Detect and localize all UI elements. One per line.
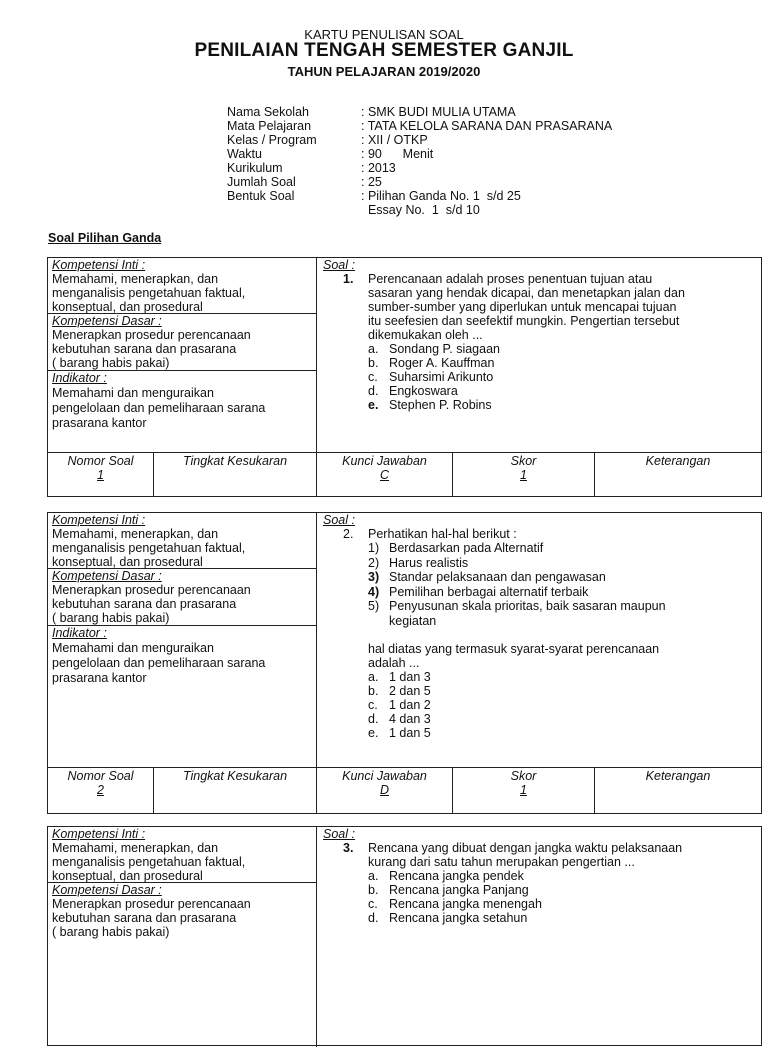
info-label: Bentuk Soal <box>227 189 295 203</box>
answer-option <box>368 712 755 726</box>
answer-option <box>368 684 755 698</box>
option-text: Sondang P. siagaan <box>389 342 500 356</box>
kompetensi-dasar-label: Kompetensi Dasar : <box>52 314 162 328</box>
kompetensi-inti-line: Memahami, menerapkan, dan <box>52 272 219 286</box>
option-letter: c. <box>368 897 378 911</box>
nomor-soal-label: Nomor Soal <box>67 769 134 783</box>
option-text: 2 dan 5 <box>389 684 431 698</box>
option-letter: e. <box>368 726 379 740</box>
indikator <box>48 626 316 686</box>
kompetensi-inti-line: menganalisis pengetahuan faktual, <box>52 541 246 555</box>
answer-key-row <box>48 767 761 813</box>
option-text: Rencana jangka setahun <box>389 911 528 925</box>
info-label: Jumlah Soal <box>227 175 296 189</box>
kompetensi-inti <box>48 258 316 314</box>
skor-cell <box>453 453 595 496</box>
kompetensi-inti <box>48 827 316 883</box>
answer-option <box>368 883 755 897</box>
nomor-soal-value: 1 <box>97 468 104 482</box>
question-column <box>317 513 761 740</box>
kompetensi-dasar-line: kebutuhan sarana dan prasarana <box>52 342 237 356</box>
skor-cell <box>453 768 595 813</box>
skor-label: Skor <box>510 454 537 468</box>
question <box>317 527 761 740</box>
keterangan-cell <box>595 453 761 496</box>
option-letter: c. <box>368 698 378 712</box>
option-letter: b. <box>368 684 379 698</box>
keterangan-cell <box>595 768 761 813</box>
kompetensi-dasar <box>48 883 316 939</box>
soal-label: Soal : <box>323 258 355 272</box>
option-text: Engkoswara <box>389 384 458 398</box>
answer-option <box>368 670 755 684</box>
indikator-label: Indikator : <box>52 626 107 640</box>
kompetensi-inti-line: Memahami, menerapkan, dan <box>52 527 219 541</box>
question-line: Perencanaan adalah proses penentuan tujuan atau <box>368 272 653 286</box>
statement-item <box>368 541 755 556</box>
info-label: Kelas / Program <box>227 133 317 147</box>
nomor-soal-value: 2 <box>97 783 104 797</box>
question <box>317 272 761 412</box>
answer-option <box>368 342 755 356</box>
kunci-jawaban-cell <box>317 453 453 496</box>
statement-number <box>368 614 389 629</box>
info-row <box>227 203 612 217</box>
option-text: 1 dan 5 <box>389 726 431 740</box>
kompetensi-inti-line: konseptual, dan prosedural <box>52 869 203 883</box>
question-line: Perhatikan hal-hal berikut : <box>368 527 517 541</box>
info-row <box>227 175 612 189</box>
answer-option <box>368 370 755 384</box>
info-label: Waktu <box>227 147 262 161</box>
info-row <box>227 119 612 133</box>
kompetensi-inti-label: Kompetensi Inti : <box>52 258 146 272</box>
info-label <box>227 203 361 217</box>
info-value: : 90 Menit <box>361 147 434 161</box>
answer-option <box>368 698 755 712</box>
answer-option <box>368 869 755 883</box>
option-letter: c. <box>368 370 378 384</box>
indikator-line: prasarana kantor <box>52 671 147 685</box>
option-text: 4 dan 3 <box>389 712 431 726</box>
option-letter: d. <box>368 712 379 726</box>
info-row <box>227 161 612 175</box>
statement-text: Berdasarkan pada Alternatif <box>389 541 544 555</box>
question-line: Rencana yang dibuat dengan jangka waktu pelaksanaan <box>368 841 683 855</box>
skor-label: Skor <box>510 769 537 783</box>
kunci-jawaban-cell <box>317 768 453 813</box>
nomor-soal-cell <box>48 453 154 496</box>
question-line: adalah ... <box>368 656 420 670</box>
question-number: 2. <box>343 527 354 541</box>
tingkat-kesukaran-label: Tingkat Kesukaran <box>182 769 288 783</box>
kompetensi-dasar <box>48 314 316 371</box>
option-text: Rencana jangka pendek <box>389 869 524 883</box>
option-text: 1 dan 2 <box>389 698 431 712</box>
option-letter: d. <box>368 911 379 925</box>
info-label: Mata Pelajaran <box>227 119 312 133</box>
kompetensi-inti-label: Kompetensi Inti : <box>52 513 146 527</box>
kompetensi-dasar-line: ( barang habis pakai) <box>52 611 170 625</box>
indikator-line: pengelolaan dan pemeliharaan sarana <box>52 656 266 670</box>
option-text: 1 dan 3 <box>389 670 431 684</box>
answer-option <box>368 726 755 740</box>
question-card-2 <box>47 512 762 814</box>
option-text: Roger A. Kauffman <box>389 356 495 370</box>
indikator-line: Memahami dan menguraikan <box>52 386 214 400</box>
tingkat-kesukaran-cell <box>154 453 317 496</box>
soal-label: Soal : <box>323 827 355 841</box>
question-card-3 <box>47 826 762 1046</box>
kompetensi-dasar-line: Menerapkan prosedur perencanaan <box>52 897 251 911</box>
kompetensi-dasar-label: Kompetensi Dasar : <box>52 883 162 897</box>
indikator <box>48 371 316 431</box>
statement-item <box>368 585 755 600</box>
info-row <box>227 147 612 161</box>
answer-option <box>368 384 755 398</box>
kompetensi-dasar-line: ( barang habis pakai) <box>52 356 170 370</box>
competency-column <box>48 258 317 454</box>
answer-key-row <box>48 452 761 496</box>
info-block <box>227 105 612 217</box>
info-row <box>227 105 612 119</box>
kompetensi-dasar-line: Menerapkan prosedur perencanaan <box>52 583 251 597</box>
school-year: TAHUN PELAJARAN 2019/2020 <box>287 64 481 79</box>
question-column <box>317 258 761 412</box>
option-text: Rencana jangka Panjang <box>389 883 529 897</box>
statement-item <box>368 614 755 629</box>
info-row <box>227 189 612 203</box>
skor-value: 1 <box>520 468 527 482</box>
option-text: Stephen P. Robins <box>389 398 492 412</box>
kunci-jawaban-value: D <box>379 783 390 797</box>
exam-title: PENILAIAN TENGAH SEMESTER GANJIL <box>194 40 574 61</box>
kompetensi-dasar-line: kebutuhan sarana dan prasarana <box>52 597 237 611</box>
kunci-jawaban-label: Kunci Jawaban <box>342 454 427 468</box>
answer-option <box>368 911 755 925</box>
statement-text: Pemilihan berbagai alternatif terbaik <box>389 584 589 599</box>
competency-column <box>48 513 317 769</box>
info-value: : XII / OTKP <box>361 133 428 147</box>
kunci-jawaban-label: Kunci Jawaban <box>342 769 427 783</box>
kompetensi-inti-line: Memahami, menerapkan, dan <box>52 841 219 855</box>
info-value: Essay No. 1 s/d 10 <box>361 203 480 217</box>
indikator-line: prasarana kantor <box>52 416 147 430</box>
question-card-1 <box>47 257 762 497</box>
section-title: Soal Pilihan Ganda <box>48 231 162 245</box>
statement-text: Harus realistis <box>389 555 469 570</box>
option-letter: a. <box>368 342 379 356</box>
statement-number: 1) <box>368 541 380 555</box>
question-column <box>317 827 761 925</box>
soal-label: Soal : <box>323 513 355 527</box>
kompetensi-dasar <box>48 569 316 626</box>
option-text: Rencana jangka menengah <box>389 897 542 911</box>
indikator-label: Indikator : <box>52 371 107 385</box>
kompetensi-dasar-label: Kompetensi Dasar : <box>52 569 162 583</box>
card-title: KARTU PENULISAN SOAL <box>304 27 464 42</box>
option-text: Suharsimi Arikunto <box>389 370 494 384</box>
statement-number: 5) <box>368 599 380 613</box>
keterangan-label: Keterangan <box>645 454 711 468</box>
question-number: 3. <box>343 841 354 855</box>
kompetensi-dasar-line: Menerapkan prosedur perencanaan <box>52 328 251 342</box>
kunci-jawaban-value: C <box>379 468 390 482</box>
indikator-line: pengelolaan dan pemeliharaan sarana <box>52 401 266 415</box>
option-letter: d. <box>368 384 379 398</box>
statement-text: kegiatan <box>389 613 437 628</box>
option-letter: a. <box>368 869 379 883</box>
question-line: dikemukakan oleh ... <box>368 328 483 342</box>
answer-option <box>368 897 755 911</box>
competency-column <box>48 827 317 1047</box>
info-value: : SMK BUDI MULIA UTAMA <box>361 105 516 119</box>
info-value: : 2013 <box>361 161 396 175</box>
question-line: itu seefesien dan seefektif mungkin. Pengertian tersebut <box>368 314 680 328</box>
kompetensi-dasar-line: kebutuhan sarana dan prasarana <box>52 911 237 925</box>
option-letter: e. <box>368 398 379 412</box>
nomor-soal-cell <box>48 768 154 813</box>
info-row <box>227 133 612 147</box>
question-line: hal diatas yang termasuk syarat-syarat perencanaan <box>368 642 660 656</box>
answer-option <box>368 356 755 370</box>
skor-value: 1 <box>520 783 527 797</box>
info-value: : TATA KELOLA SARANA DAN PRASARANA <box>361 119 613 133</box>
statement-number: 3) <box>368 570 380 584</box>
tingkat-kesukaran-cell <box>154 768 317 813</box>
option-letter: b. <box>368 356 379 370</box>
tingkat-kesukaran-label: Tingkat Kesukaran <box>182 454 288 468</box>
nomor-soal-label: Nomor Soal <box>67 454 134 468</box>
info-label: Nama Sekolah <box>227 105 309 119</box>
indikator-line: Memahami dan menguraikan <box>52 641 214 655</box>
kompetensi-inti-line: menganalisis pengetahuan faktual, <box>52 855 246 869</box>
answer-option <box>368 398 755 412</box>
kompetensi-inti-line: konseptual, dan prosedural <box>52 555 203 569</box>
option-letter: a. <box>368 670 379 684</box>
statement-text: Standar pelaksanaan dan pengawasan <box>389 570 606 584</box>
question-line: kurang dari satu tahun merupakan pengertian ... <box>368 855 635 869</box>
kompetensi-inti-line: menganalisis pengetahuan faktual, <box>52 286 246 300</box>
kompetensi-dasar-line: ( barang habis pakai) <box>52 925 170 939</box>
statement-item <box>368 570 755 585</box>
statement-item <box>368 599 755 614</box>
statement-item <box>368 556 755 571</box>
option-letter: b. <box>368 883 379 897</box>
statement-number: 4) <box>368 584 380 599</box>
kompetensi-inti <box>48 513 316 569</box>
kompetensi-inti-label: Kompetensi Inti : <box>52 827 146 841</box>
question-number: 1. <box>343 272 354 286</box>
question-line: sasaran yang hendak dicapai, dan menetapkan jalan dan <box>368 286 685 300</box>
statement-number: 2) <box>368 555 380 570</box>
question <box>317 841 761 925</box>
kompetensi-inti-line: konseptual, dan prosedural <box>52 300 203 314</box>
info-value: : Pilihan Ganda No. 1 s/d 25 <box>361 189 521 203</box>
statement-text: Penyusunan skala prioritas, baik sasaran maupun <box>389 599 666 613</box>
info-value: : 25 <box>361 175 382 189</box>
keterangan-label: Keterangan <box>645 769 711 783</box>
info-label: Kurikulum <box>227 161 283 175</box>
question-line: sumber-sumber yang diperlukan untuk mencapai tujuan <box>368 300 677 314</box>
